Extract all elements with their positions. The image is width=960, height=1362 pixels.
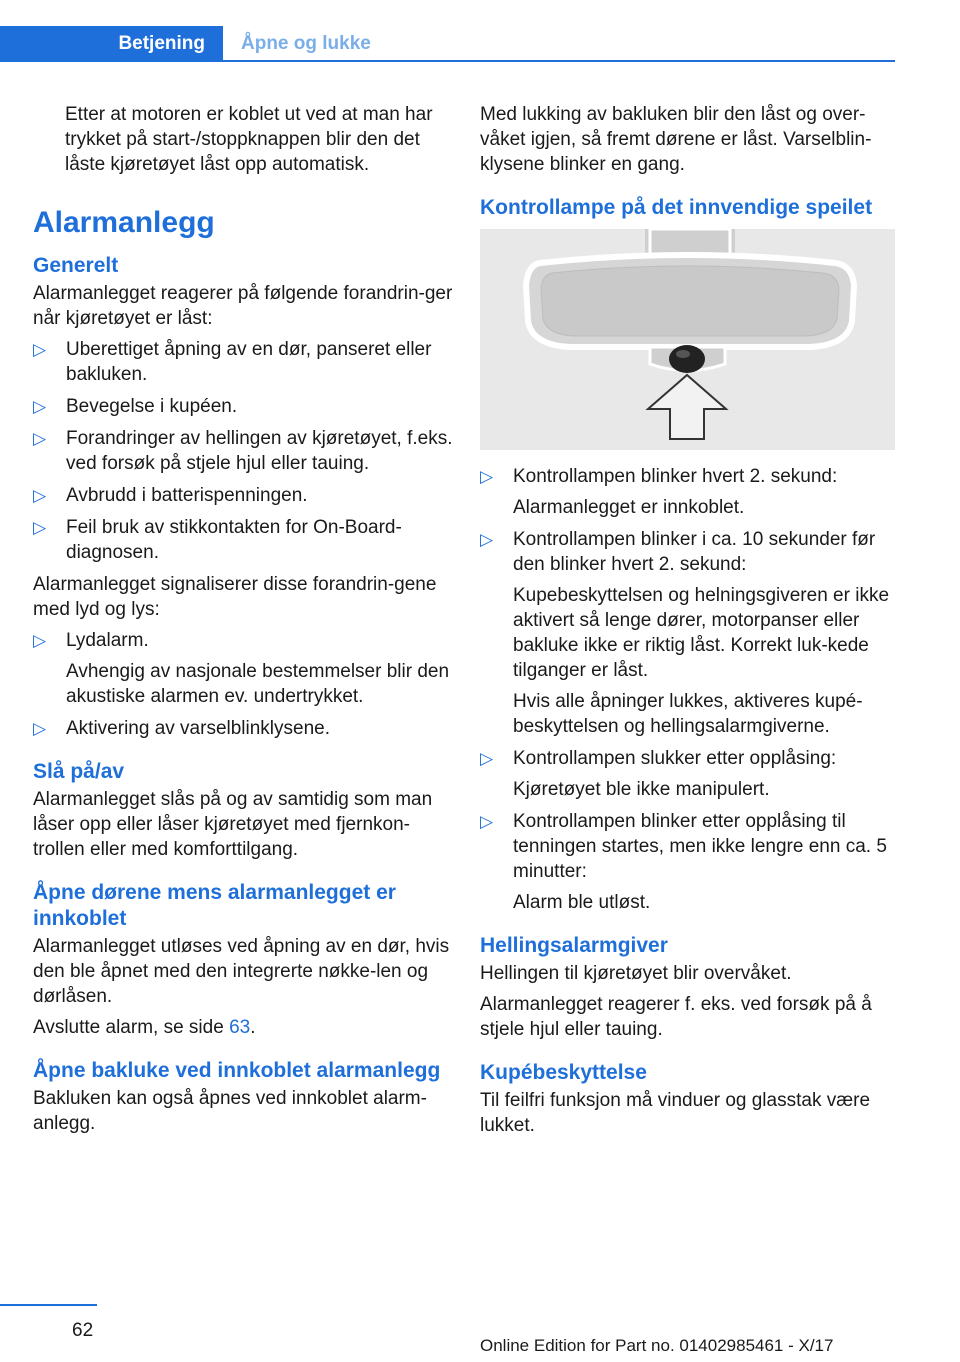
- triangle-bullet-icon: ▷: [33, 631, 47, 650]
- triangle-bullet-icon: ▷: [33, 340, 47, 359]
- right-column: [480, 102, 900, 1144]
- triangle-bullet-icon: ▷: [33, 429, 47, 448]
- end-alarm-text: Avslutte alarm, se side 63.: [33, 1017, 256, 1038]
- doors-text: Alarmanlegget utløses ved åpning av en dør, hvis den ble åpnet med den integrerte nøkke-len og dørlåsen.: [33, 936, 450, 1007]
- list-item-detail: Alarm ble utløst.: [513, 892, 651, 913]
- onoff-text: Alarmanlegget slås på og av samtidig som man låser opp eller låser kjøretøyet med fjernkon-trollen eller med komforttilgang.: [33, 789, 433, 860]
- list-item: ▷ Feil bruk av stikkontakten for On-Board-diagnosen.: [33, 517, 402, 563]
- page-link-63[interactable]: 63: [229, 1017, 251, 1038]
- triangle-bullet-icon: ▷: [33, 719, 47, 738]
- lamp-list: [480, 464, 900, 915]
- triangle-bullet-icon: ▷: [33, 397, 47, 416]
- heading-generelt: Generelt: [33, 254, 119, 277]
- changes-list: [33, 337, 453, 565]
- list-item-detail: Alarmanlegget er innkoblet.: [513, 497, 745, 518]
- left-column: [33, 102, 453, 1142]
- heading-sla-pa-av: Slå på/av: [33, 760, 125, 783]
- triangle-bullet-icon: ▷: [480, 749, 494, 768]
- list-item: ▷ Kontrollampen blinker i ca. 10 sekunder før den blinker hvert 2. sekund: Kupebeskyttelsen og helningsgiveren er ikke aktivert så lenge dører, motorpanser eller bakluke ikke er riktig låst. Korrekt luk-kede tilganger er låst. Hvis alle åpninger lukkes, aktiveres kupé-beskyttelsen og hellingsalarmgiverne.: [480, 527, 900, 739]
- intro-paragraph: Etter at motoren er koblet ut ved at man har trykket på start-/stoppknappen blir den det låste kjøretøyet låst opp automatisk.: [65, 104, 433, 175]
- list-item: ▷ Bevegelse i kupéen.: [33, 396, 238, 417]
- list-item: ▷ Kontrollampen blinker hvert 2. sekund: Alarmanlegget er innkoblet.: [480, 464, 900, 520]
- heading-kupebeskyttelse: Kupébeskyttelse: [480, 1061, 647, 1084]
- tailgate-text: Bakluken kan også åpnes ved innkoblet alarm-anlegg.: [33, 1088, 427, 1134]
- mirror-image-icon: [480, 229, 895, 450]
- right-intro-paragraph: Med lukking av bakluken blir den låst og over-våket igjen, så fremt dørene er låst. Varselblin-klysene blinker en gang.: [480, 104, 872, 175]
- signals-text: Alarmanlegget signaliserer disse forandrin-gene med lyd og lys:: [33, 574, 437, 620]
- heading-kontrollampe: Kontrollampe på det innvendige speilet: [480, 196, 873, 219]
- interior-text: Til feilfri funksjon må vinduer og glasstak være lukket.: [480, 1090, 871, 1136]
- triangle-bullet-icon: ▷: [480, 467, 494, 486]
- heading-apne-bakluke: Åpne bakluke ved innkoblet alarmanlegg: [33, 1059, 441, 1082]
- footer-rule: [0, 1304, 97, 1306]
- list-item: ▷ Aktivering av varselblinklysene.: [33, 718, 331, 739]
- page-title: Alarmanlegg: [33, 206, 215, 239]
- tab-apne-og-lukke[interactable]: Åpne og lukke: [241, 33, 371, 54]
- list-item-detail: Avhengig av nasjonale bestemmelser blir den akustiske alarmen ev. undertrykket.: [66, 661, 450, 707]
- list-item: ▷ Forandringer av hellingen av kjøretøyet, f.eks. ved forsøk på stjele hjul eller tauing.: [33, 428, 453, 474]
- page-number: 62: [72, 1320, 94, 1341]
- triangle-bullet-icon: ▷: [33, 486, 47, 505]
- list-item: ▷ Uberettiget åpning av en dør, panseret eller bakluken.: [33, 339, 432, 385]
- header-tabbar: [0, 26, 895, 62]
- triangle-bullet-icon: ▷: [480, 812, 494, 831]
- list-item: ▷ Avbrudd i batterispenningen.: [33, 485, 308, 506]
- tilt-text-2: Alarmanlegget reagerer f. eks. ved forsøk på å stjele hjul eller tauing.: [480, 994, 872, 1040]
- list-item: ▷ Lydalarm. Avhengig av nasjonale bestemmelser blir den akustiske alarmen ev. undertrykket.: [33, 628, 453, 709]
- list-item-detail: Kupebeskyttelsen og helningsgiveren er ikke aktivert så lenge dører, motorpanser eller bakluke ikke er riktig låst. Korrekt luk-kede tilganger er låst.: [513, 585, 890, 681]
- triangle-bullet-icon: ▷: [33, 518, 47, 537]
- list-item-detail: Hvis alle åpninger lukkes, aktiveres kupé-beskyttelsen og hellingsalarmgiverne.: [513, 691, 863, 737]
- triangle-bullet-icon: ▷: [480, 530, 494, 549]
- tilt-text-1: Hellingen til kjøretøyet blir overvåket.: [480, 963, 792, 984]
- footer-edition: Online Edition for Part no. 01402985461 - X/17: [480, 1336, 834, 1355]
- mirror-illustration: [480, 229, 895, 450]
- list-item: ▷ Kontrollampen blinker etter opplåsing til tenningen startes, men ikke lengre enn ca. 5 minutter: Alarm ble utløst.: [480, 809, 900, 915]
- heading-hellingsalarmgiver: Hellingsalarmgiver: [480, 934, 668, 957]
- signals-list: [33, 628, 453, 741]
- header-rule: [223, 60, 895, 62]
- generelt-text: Alarmanlegget reagerer på følgende forandrin-ger når kjøretøyet er låst:: [33, 283, 453, 329]
- tab-betjening[interactable]: Betjening: [0, 26, 223, 62]
- heading-apne-dorene: Åpne dørene mens alarmanlegget er innkoblet: [33, 881, 396, 930]
- list-item-detail: Kjøretøyet ble ikke manipulert.: [513, 779, 770, 800]
- list-item: ▷ Kontrollampen slukker etter opplåsing: Kjøretøyet ble ikke manipulert.: [480, 746, 900, 802]
